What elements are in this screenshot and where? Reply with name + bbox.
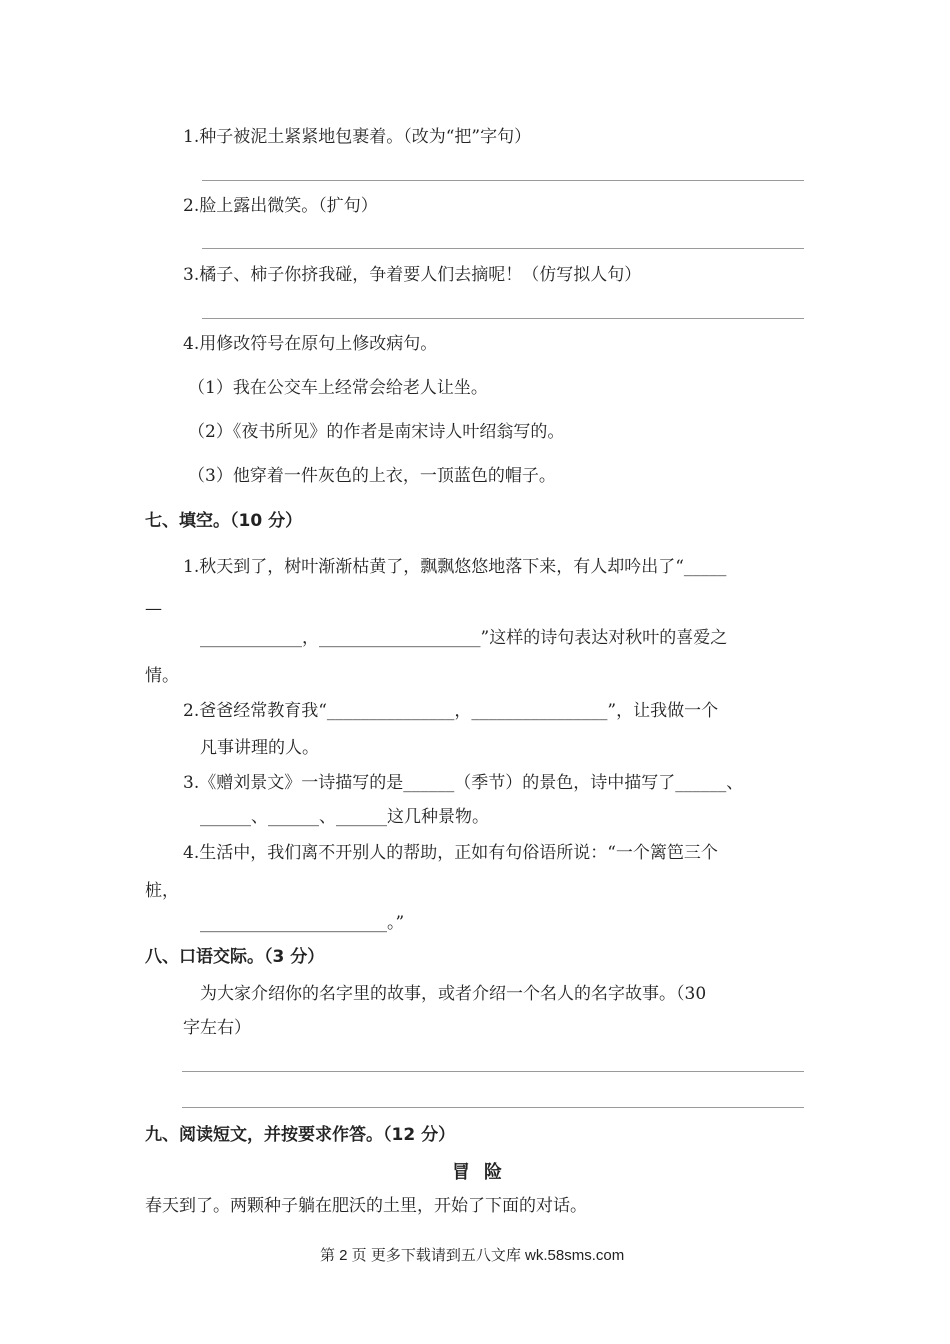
answer-line: [202, 180, 804, 181]
page-footer: 第 2 页 更多下载请到五八文库 wk.58sms.com: [320, 1247, 625, 1264]
answer-line: [182, 1071, 804, 1072]
answer-line: [202, 318, 804, 319]
question-6-4-1: （1）我在公交车上经常会给老人让坐。: [188, 378, 488, 398]
question-7-2: 2.爸爸经常教育我“_______________，________________”，让我做一个: [183, 701, 719, 721]
question-6-4: 4.用修改符号在原句上修改病句。: [183, 334, 438, 354]
question-7-4-blank: ______________________。”: [200, 913, 405, 933]
section-8-heading: 八、口语交际。（3 分）: [145, 947, 325, 967]
question-7-1-dash: —: [145, 599, 162, 619]
section-7-heading: 七、填空。（10 分）: [145, 511, 303, 531]
question-7-4: 4.生活中，我们离不开别人的帮助，正如有句俗语所说：“一个篱笆三个: [183, 843, 718, 863]
oral-prompt: 为大家介绍你的名字里的故事，或者介绍一个名人的名字故事。（30: [200, 984, 707, 1004]
question-7-3: 3.《赠刘景文》一诗描写的是______（季节）的景色，诗中描写了______、: [183, 773, 744, 793]
question-7-4-cont: 桩，: [145, 881, 179, 901]
passage-paragraph: 春天到了。两颗种子躺在肥沃的土里，开始了下面的对话。: [145, 1196, 587, 1216]
question-6-1: 1.种子被泥土紧紧地包裹着。（改为“把”字句）: [183, 127, 532, 147]
answer-line: [202, 248, 804, 249]
answer-line: [182, 1107, 804, 1108]
oral-prompt-end: 字左右）: [183, 1018, 251, 1038]
question-6-2: 2.脸上露出微笑。（扩句）: [183, 196, 378, 216]
question-6-3: 3.橘子、柿子你挤我碰，争着要人们去摘呢！（仿写拟人句）: [183, 265, 642, 285]
question-7-2-end: 凡事讲理的人。: [200, 738, 319, 758]
question-7-3-end: ______、______、______这几种景物。: [200, 807, 489, 827]
question-7-1-end: 情。: [145, 666, 179, 686]
question-6-4-2: （2）《夜书所见》的作者是南宋诗人叶绍翁写的。: [188, 422, 565, 442]
passage-title: 冒险: [452, 1162, 516, 1183]
question-7-1: 1.秋天到了，树叶渐渐枯黄了，飘飘悠悠地落下来，有人却吟出了“_____: [183, 557, 727, 577]
section-9-heading: 九、阅读短文，并按要求作答。（12 分）: [145, 1125, 456, 1145]
question-7-1-blanks: ____________，___________________”这样的诗句表达对秋叶的喜爱之: [200, 628, 728, 648]
question-6-4-3: （3）他穿着一件灰色的上衣，一顶蓝色的帽子。: [188, 466, 556, 486]
